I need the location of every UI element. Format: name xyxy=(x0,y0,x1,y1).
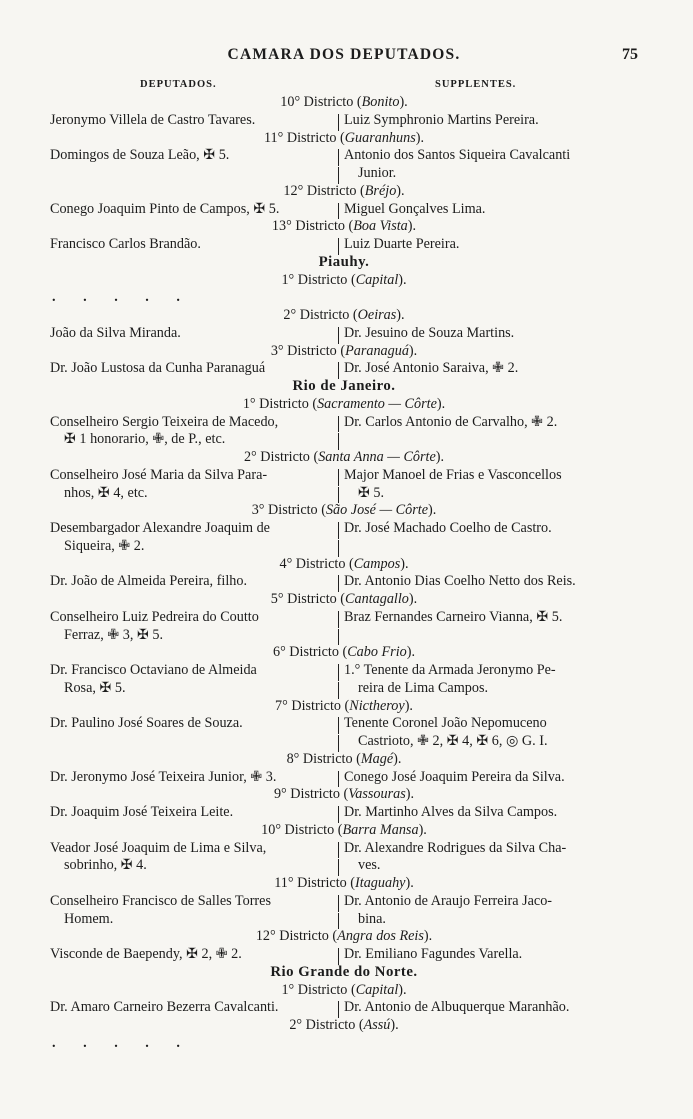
column-rule xyxy=(338,238,339,255)
substitute-entry: Dr. Jesuino de Souza Martins. xyxy=(344,324,515,341)
province-heading: Rio de Janeiro. xyxy=(292,378,396,394)
column-rule xyxy=(338,771,339,788)
column-rule xyxy=(338,167,339,184)
omitted-entry-dots: . . . . . xyxy=(52,1034,192,1051)
substitute-entry: Dr. Antonio Dias Coelho Netto dos Reis. xyxy=(344,573,576,590)
district-name: Capital xyxy=(355,981,399,998)
column-rule xyxy=(338,842,339,859)
district-name: Santa Anna — Côrte xyxy=(318,449,436,465)
substitute-entry: Dr. Antonio de Araujo Ferreira Jaco- xyxy=(344,892,553,909)
district-heading xyxy=(50,786,638,804)
deputy-entry: ✠ 1 honorario, ✙, de P., etc. xyxy=(64,431,226,448)
column-headings xyxy=(50,76,638,92)
column-rule xyxy=(338,806,339,823)
deputy-entry: Conselheiro Sergio Teixeira de Macedo, xyxy=(50,413,279,430)
deputy-entry: Dr. Francisco Octaviano de Almeida xyxy=(50,662,257,678)
substitute-entry: Dr. Carlos Antonio de Carvalho, ✙ 2. xyxy=(344,413,558,430)
substitute-entry: Dr. Emiliano Fagundes Varella. xyxy=(344,946,523,962)
deputy-entry: Visconde de Baependy, ✠ 2, ✙ 2. xyxy=(50,946,242,962)
district-number: 13° Districto ( xyxy=(271,218,354,235)
district-name: Boa Vista xyxy=(353,218,408,235)
substitute-entry: Major Manoel de Frias e Vasconcellos xyxy=(344,466,562,483)
district-close: ). xyxy=(390,1017,399,1033)
district-number: 3° Districto ( xyxy=(270,342,346,359)
district-number: 10° Districto ( xyxy=(261,821,343,838)
district-close: ). xyxy=(408,342,418,359)
district-close: ). xyxy=(398,981,407,998)
district-close: ). xyxy=(408,591,418,607)
substitute-entry: ✠ 5. xyxy=(358,484,385,501)
district-name: Magé xyxy=(360,750,394,767)
district-name: Angra dos Reis xyxy=(337,928,424,945)
district-name: Cabo Frio xyxy=(347,644,407,661)
district-number: 11° Districto ( xyxy=(274,875,356,891)
district-heading xyxy=(50,928,638,946)
substitute-entry: Tenente Coronel João Nepomuceno xyxy=(344,715,547,732)
deputy-entry: Siqueira, ✙ 2. xyxy=(64,537,145,554)
deputy-entry: Conselheiro Luiz Pedreira do Coutto xyxy=(50,608,259,625)
deputy-entry: Domingos de Souza Leão, ✠ 5. xyxy=(50,147,230,164)
column-rule xyxy=(338,469,339,486)
district-number: 2° Districto ( xyxy=(283,307,358,323)
district-heading xyxy=(50,502,638,520)
district-heading xyxy=(50,343,638,361)
district-name: Paranaguá xyxy=(345,342,409,359)
substitutes-column-heading: SUPPLENTES. xyxy=(435,79,517,90)
district-name: Guaranhuns xyxy=(344,129,416,146)
district-name: Bréjo xyxy=(364,182,397,199)
column-rule xyxy=(338,203,339,220)
column-rule xyxy=(338,487,339,504)
district-name: Itaguahy xyxy=(355,875,406,891)
deputy-entry: Jeronymo Villela de Castro Tavares. xyxy=(50,111,256,128)
district-heading xyxy=(50,822,638,840)
district-name: Assú xyxy=(363,1017,391,1033)
deputy-entry: Veador José Joaquim de Lima e Silva, xyxy=(50,839,267,856)
district-number: 1° Districto ( xyxy=(281,271,356,288)
column-rule xyxy=(338,575,339,592)
deputy-entry: Dr. Jeronymo José Teixeira Junior, ✙ 3. xyxy=(50,768,277,785)
district-name: Nictheroy xyxy=(349,697,405,714)
district-number: 2° Districto ( xyxy=(289,1017,364,1033)
district-name: Vassouras xyxy=(348,786,406,803)
district-number: 2° Districto ( xyxy=(243,449,319,465)
district-heading xyxy=(50,183,638,201)
substitute-entry: Dr. Antonio de Albuquerque Maranhão. xyxy=(344,999,570,1016)
district-number: 6° Districto ( xyxy=(272,644,348,661)
district-close: ). xyxy=(396,182,405,199)
deputy-entry: nhos, ✠ 4, etc. xyxy=(64,484,148,501)
column-rule xyxy=(338,717,339,734)
deputies-column-heading: DEPUTADOS. xyxy=(140,79,217,90)
district-name: Campos xyxy=(353,555,401,572)
district-number: 7° Districto ( xyxy=(275,697,350,714)
district-heading xyxy=(50,449,638,467)
district-name: Cantagallo xyxy=(345,591,409,607)
substitute-entry: Castrioto, ✙ 2, ✠ 4, ✠ 6, ◎ G. I. xyxy=(358,733,548,749)
substitute-entry: Dr. José Antonio Saraiva, ✙ 2. xyxy=(344,360,519,377)
district-heading xyxy=(50,130,638,148)
district-number: 3° Districto ( xyxy=(251,502,326,519)
district-close: ). xyxy=(393,750,402,767)
district-close: ). xyxy=(399,94,408,110)
substitute-entry: Luiz Duarte Pereira. xyxy=(344,236,460,252)
district-close: ). xyxy=(398,271,407,288)
substitute-entry: Conego José Joaquim Pereira da Silva. xyxy=(344,768,565,785)
district-close: ). xyxy=(435,449,445,465)
province-heading: Rio Grande do Norte. xyxy=(270,963,418,980)
substitute-entry: Antonio dos Santos Siqueira Cavalcanti xyxy=(344,147,571,164)
column-rule xyxy=(338,629,339,646)
district-close: ). xyxy=(428,502,437,519)
deputy-entry: Dr. João de Almeida Pereira, filho. xyxy=(50,573,247,590)
column-rule xyxy=(338,859,339,876)
district-close: ). xyxy=(407,218,417,235)
column-rule xyxy=(338,362,339,379)
deputy-entry: Dr. Paulino José Soares de Souza. xyxy=(50,715,243,732)
district-name: Barra Mansa xyxy=(342,821,419,838)
deputy-entry: Ferraz, ✙ 3, ✠ 5. xyxy=(64,626,164,643)
column-rule xyxy=(338,540,339,557)
district-heading xyxy=(50,751,638,769)
deputy-entry: Rosa, ✠ 5. xyxy=(64,679,126,696)
district-number: 12° Districto ( xyxy=(283,182,365,199)
column-rule xyxy=(338,522,339,539)
district-close: ). xyxy=(436,395,446,412)
deputy-entry: Conselheiro Francisco de Salles Torres xyxy=(50,892,271,909)
substitute-entry: Miguel Gonçalves Lima. xyxy=(344,200,486,217)
page-number: 75 xyxy=(622,46,638,63)
province-heading: Piauhy. xyxy=(318,253,370,270)
substitute-entry: Braz Fernandes Carneiro Vianna, ✠ 5. xyxy=(344,608,563,625)
page-title: CAMARA DOS DEPUTADOS. xyxy=(227,46,461,63)
district-name: Oeiras xyxy=(357,307,397,323)
district-heading xyxy=(50,644,638,662)
deputy-entry: João da Silva Miranda. xyxy=(50,324,181,341)
column-rule xyxy=(338,913,339,930)
district-heading xyxy=(50,396,638,414)
deputy-entry: Dr. Joaquim José Teixeira Leite. xyxy=(50,804,234,820)
district-name: Bonito xyxy=(361,94,400,110)
deputy-entry: Dr. João Lustosa da Cunha Paranaguá xyxy=(50,360,266,377)
substitute-entry: reira de Lima Campos. xyxy=(358,679,489,696)
substitute-entry: Dr. Alexandre Rodrigues da Silva Cha- xyxy=(344,839,567,856)
district-heading xyxy=(50,94,638,112)
column-rule xyxy=(338,149,339,166)
district-heading xyxy=(50,218,638,236)
column-rule xyxy=(338,327,339,344)
district-close: ). xyxy=(406,644,416,661)
district-number: 9° Districto ( xyxy=(273,786,349,803)
substitute-entry: Junior. xyxy=(358,165,397,181)
column-rule xyxy=(338,682,339,699)
district-close: ). xyxy=(400,555,409,572)
district-number: 5° Districto ( xyxy=(270,591,346,607)
district-heading xyxy=(50,591,638,609)
district-name: São José — Côrte xyxy=(325,502,429,519)
district-number: 12° Districto ( xyxy=(255,928,338,945)
deputy-entry: sobrinho, ✠ 4. xyxy=(64,857,147,874)
substitute-entry: bina. xyxy=(358,910,386,927)
substitute-entry: Luiz Symphronio Martins Pereira. xyxy=(344,111,539,128)
deputy-entry: Homem. xyxy=(64,910,114,927)
running-header xyxy=(50,46,638,68)
district-number: 10° Districto ( xyxy=(280,94,362,110)
substitute-entry: 1.° Tenente da Armada Jeronymo Pe- xyxy=(344,662,556,678)
district-heading xyxy=(50,875,638,893)
omitted-entry-dots: . . . . . xyxy=(52,289,192,306)
district-close: ). xyxy=(423,928,433,945)
district-close: ). xyxy=(405,786,415,803)
column-rule xyxy=(338,1001,339,1018)
deputy-entry: Conselheiro José Maria da Silva Para- xyxy=(50,466,268,483)
column-rule xyxy=(338,416,339,433)
column-rule xyxy=(338,114,339,131)
substitute-entry: Dr. José Machado Coelho de Castro. xyxy=(344,520,552,536)
district-number: 11° Districto ( xyxy=(263,129,345,146)
column-rule xyxy=(338,611,339,628)
district-heading xyxy=(50,307,638,325)
column-rule xyxy=(338,735,339,752)
deputy-entry: Conego Joaquim Pinto de Campos, ✠ 5. xyxy=(50,200,280,217)
district-name: Sacramento — Côrte xyxy=(317,395,437,412)
deputy-entry: Dr. Amaro Carneiro Bezerra Cavalcanti. xyxy=(50,999,279,1016)
district-heading xyxy=(50,698,638,716)
column-rule xyxy=(338,895,339,912)
district-close: ). xyxy=(418,821,427,838)
district-close: ). xyxy=(405,875,414,891)
district-close: ). xyxy=(404,697,413,714)
district-heading xyxy=(50,982,638,1000)
district-heading xyxy=(50,556,638,574)
district-heading xyxy=(50,272,638,290)
district-number: 1° Districto ( xyxy=(281,981,356,998)
district-close: ). xyxy=(396,307,405,323)
district-number: 4° Districto ( xyxy=(279,555,354,572)
substitute-entry: Dr. Martinho Alves da Silva Campos. xyxy=(344,804,558,820)
deputy-entry: Francisco Carlos Brandão. xyxy=(50,236,201,252)
district-number: 8° Districto ( xyxy=(286,750,361,767)
district-heading xyxy=(50,1017,638,1035)
column-rule xyxy=(338,433,339,450)
district-number: 1° Districto ( xyxy=(242,395,318,412)
column-rule xyxy=(338,948,339,965)
district-close: ). xyxy=(415,129,425,146)
district-name: Capital xyxy=(355,271,399,288)
column-rule xyxy=(338,664,339,681)
substitute-entry: ves. xyxy=(358,857,381,874)
deputy-entry: Desembargador Alexandre Joaquim de xyxy=(50,520,270,536)
